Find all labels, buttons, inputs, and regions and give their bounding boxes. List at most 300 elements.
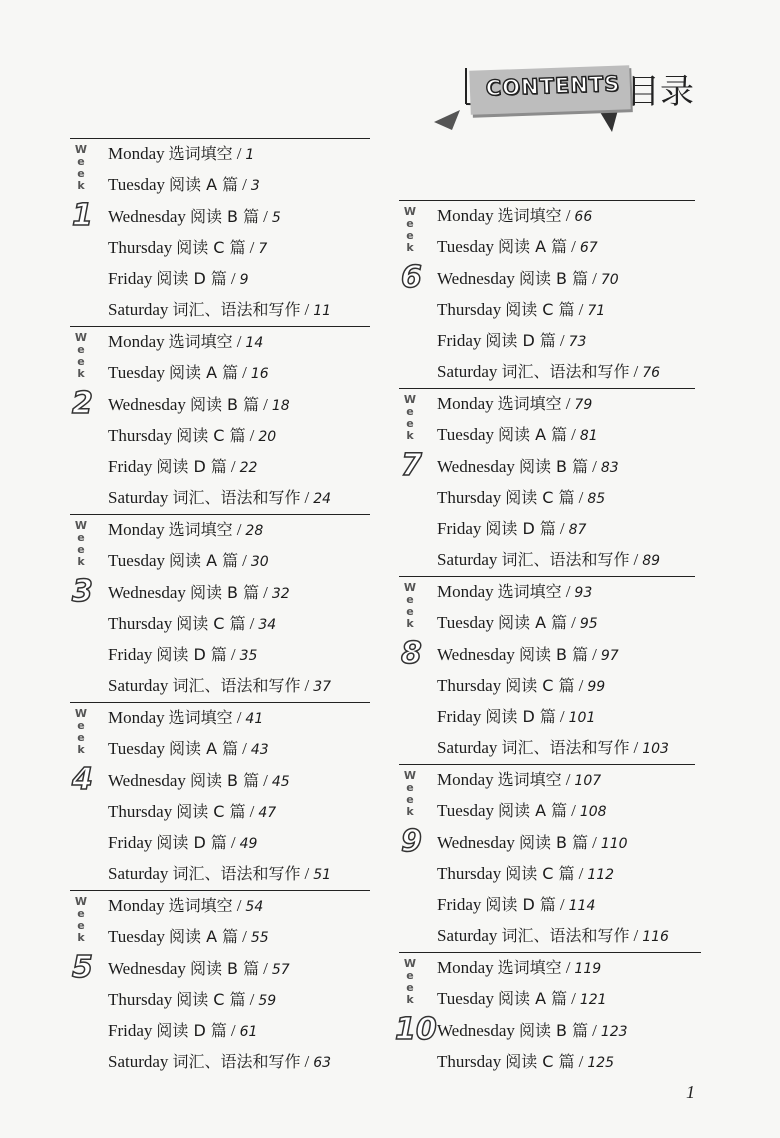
entry-day: Saturday xyxy=(108,488,169,508)
entry-page-number: 37 xyxy=(313,679,332,696)
entry-day: Thursday xyxy=(108,237,173,257)
week-entries xyxy=(437,581,669,769)
entry-topic: 选词填空 xyxy=(168,332,233,351)
entry-topic: 词汇、语法和写作 xyxy=(172,864,301,884)
entry-page-number: 32 xyxy=(271,585,290,602)
entry-page-number: 54 xyxy=(245,899,264,915)
entry-separator: / xyxy=(571,425,576,445)
entry-topic: 阅读 A 篇 xyxy=(498,425,568,445)
entry-topic: 选词填空 xyxy=(168,144,233,163)
toc-entry[interactable] xyxy=(108,801,331,832)
entry-page-number: 95 xyxy=(579,616,598,633)
entry-topic: 选词填空 xyxy=(497,958,562,977)
entry-page-number: 7 xyxy=(258,240,268,257)
entry-topic: 阅读 C 篇 xyxy=(505,487,575,507)
entry-separator: / xyxy=(592,1020,597,1040)
toc-entry[interactable] xyxy=(108,989,331,1020)
entry-page-number: 125 xyxy=(587,1054,615,1071)
toc-entry[interactable] xyxy=(437,456,660,487)
entry-separator: / xyxy=(571,237,576,257)
week-tag: W e e k xyxy=(74,143,88,192)
week-divider xyxy=(399,200,695,201)
entry-separator: / xyxy=(592,456,597,476)
entry-separator: / xyxy=(304,488,310,508)
entry-day: Saturday xyxy=(108,300,169,320)
entry-separator: / xyxy=(242,551,247,571)
entry-day: Thursday xyxy=(437,863,502,883)
week-number: 9 xyxy=(401,824,422,859)
entry-day: Saturday xyxy=(108,1052,169,1072)
entry-separator: / xyxy=(304,676,310,696)
entry-topic: 词汇、语法和写作 xyxy=(501,550,630,570)
toc-entry[interactable] xyxy=(437,1020,628,1051)
entry-day: Monday xyxy=(437,958,494,977)
entry-separator: / xyxy=(565,770,571,789)
toc-entry[interactable] xyxy=(437,706,669,737)
entry-page-number: 41 xyxy=(245,711,264,727)
entry-topic: 阅读 B 篇 xyxy=(189,770,260,790)
entry-separator: / xyxy=(559,707,565,727)
entry-day: Wednesday xyxy=(108,394,186,414)
entry-topic: 词汇、语法和写作 xyxy=(172,1052,301,1072)
entry-day: Wednesday xyxy=(437,456,515,476)
entry-topic: 阅读 A 篇 xyxy=(169,739,239,759)
entry-page-number: 70 xyxy=(600,271,619,288)
toc-entry[interactable] xyxy=(437,518,660,549)
entry-topic: 阅读 D 篇 xyxy=(485,707,556,727)
entry-topic: 阅读 B 篇 xyxy=(189,582,260,602)
entry-day: Monday xyxy=(108,896,165,915)
week-number: 3 xyxy=(72,574,93,609)
contents-label: CONTENTS xyxy=(485,71,621,101)
week-divider xyxy=(399,764,695,765)
toc-entry[interactable] xyxy=(437,644,669,675)
entry-page-number: 67 xyxy=(579,240,598,257)
entry-day: Friday xyxy=(437,895,482,915)
entry-page-number: 103 xyxy=(642,741,669,758)
week-entries xyxy=(108,143,331,331)
toc-entry[interactable] xyxy=(437,205,660,236)
entry-topic: 词汇、语法和写作 xyxy=(172,488,301,508)
toc-entry[interactable] xyxy=(437,832,669,863)
week-entries xyxy=(437,769,669,957)
entry-day: Wednesday xyxy=(437,1020,515,1040)
week-entries xyxy=(108,331,331,519)
entry-page-number: 3 xyxy=(250,178,260,195)
entry-page-number: 35 xyxy=(239,648,258,665)
entry-day: Saturday xyxy=(437,926,498,946)
toc-entry[interactable] xyxy=(437,894,669,925)
entry-page-number: 93 xyxy=(574,585,593,601)
entry-topic: 选词填空 xyxy=(168,708,233,727)
entry-separator: / xyxy=(633,550,639,570)
entry-page-number: 61 xyxy=(239,1024,258,1041)
entry-day: Friday xyxy=(108,269,153,289)
entry-topic: 阅读 C 篇 xyxy=(176,989,246,1009)
entry-page-number: 28 xyxy=(245,523,264,539)
entry-separator: / xyxy=(304,864,310,884)
entry-separator: / xyxy=(304,300,310,320)
entry-page-number: 114 xyxy=(568,898,596,915)
entry-topic: 阅读 A 篇 xyxy=(498,613,568,633)
entry-topic: 阅读 C 篇 xyxy=(176,425,246,445)
week-divider xyxy=(399,952,701,953)
entry-page-number: 71 xyxy=(587,302,606,319)
entry-separator: / xyxy=(565,582,571,601)
entry-day: Thursday xyxy=(108,801,173,821)
entry-day: Thursday xyxy=(437,675,502,695)
toc-entry[interactable] xyxy=(108,268,331,299)
toc-entry[interactable] xyxy=(108,770,331,801)
entry-separator: / xyxy=(263,206,268,226)
entry-page-number: 119 xyxy=(574,961,602,977)
week-entries xyxy=(437,957,628,1082)
toc-entry[interactable] xyxy=(108,582,331,613)
entry-topic: 阅读 C 篇 xyxy=(505,1051,575,1071)
entry-page-number: 89 xyxy=(642,553,661,570)
toc-entry[interactable] xyxy=(108,425,331,456)
week-number: 5 xyxy=(72,950,93,985)
entry-topic: 阅读 C 篇 xyxy=(176,801,246,821)
entry-separator: / xyxy=(633,926,639,946)
entry-topic: 词汇、语法和写作 xyxy=(172,300,301,320)
toc-entry[interactable] xyxy=(108,1051,331,1082)
entry-day: Saturday xyxy=(108,676,169,696)
entry-separator: / xyxy=(565,206,571,225)
entry-page-number: 97 xyxy=(600,647,619,664)
entry-page-number: 110 xyxy=(600,835,628,852)
entry-topic: 阅读 D 篇 xyxy=(156,833,227,853)
entry-day: Friday xyxy=(108,645,153,665)
entry-page-number: 87 xyxy=(568,522,587,539)
entry-separator: / xyxy=(236,144,242,163)
entry-topic: 阅读 B 篇 xyxy=(518,456,589,476)
entry-topic: 选词填空 xyxy=(497,206,562,225)
entry-day: Wednesday xyxy=(108,958,186,978)
toc-entry[interactable] xyxy=(108,331,331,362)
week-divider xyxy=(399,388,695,389)
entry-day: Saturday xyxy=(437,550,498,570)
week-divider xyxy=(70,514,370,515)
toc-entry[interactable] xyxy=(108,143,331,174)
entry-page-number: 11 xyxy=(313,303,332,320)
entry-separator: / xyxy=(230,269,236,289)
entry-page-number: 24 xyxy=(313,491,332,508)
entry-topic: 阅读 B 篇 xyxy=(518,268,589,288)
entry-topic: 阅读 D 篇 xyxy=(156,645,227,665)
entry-page-number: 18 xyxy=(271,397,290,414)
entry-day: Wednesday xyxy=(108,770,186,790)
entry-page-number: 116 xyxy=(642,929,669,946)
toc-entry[interactable] xyxy=(108,456,331,487)
week-divider xyxy=(70,890,370,891)
entry-separator: / xyxy=(571,989,576,1009)
entry-topic: 词汇、语法和写作 xyxy=(501,926,630,946)
entry-topic: 阅读 B 篇 xyxy=(189,394,260,414)
entry-page-number: 14 xyxy=(245,335,264,351)
entry-separator: / xyxy=(578,299,584,319)
week-divider xyxy=(70,138,370,139)
entry-day: Tuesday xyxy=(437,425,494,445)
entry-separator: / xyxy=(242,363,247,383)
entry-day: Thursday xyxy=(108,425,173,445)
toc-entry[interactable] xyxy=(437,268,660,299)
entry-topic: 阅读 D 篇 xyxy=(156,457,227,477)
toc-entry[interactable] xyxy=(108,926,331,957)
entry-day: Tuesday xyxy=(108,927,165,947)
toc-entry[interactable] xyxy=(108,362,331,393)
week-number: 6 xyxy=(401,260,422,295)
toc-entry[interactable] xyxy=(108,550,331,581)
entry-day: Friday xyxy=(108,833,153,853)
entry-day: Wednesday xyxy=(437,644,515,664)
entry-separator: / xyxy=(559,895,565,915)
toc-entry[interactable] xyxy=(108,1020,331,1051)
entry-topic: 阅读 D 篇 xyxy=(156,269,227,289)
entry-day: Friday xyxy=(108,457,153,477)
entry-separator: / xyxy=(242,175,247,195)
week-divider xyxy=(399,576,695,577)
entry-separator: / xyxy=(571,801,576,821)
week-tag: W e e k xyxy=(403,769,417,818)
entry-separator: / xyxy=(559,519,565,539)
entry-day: Tuesday xyxy=(108,739,165,759)
entry-topic: 阅读 A 篇 xyxy=(498,801,568,821)
entry-day: Monday xyxy=(437,394,494,413)
toc-entry[interactable] xyxy=(108,832,331,863)
entry-separator: / xyxy=(249,237,255,257)
entry-separator: / xyxy=(592,832,597,852)
toc-entry[interactable] xyxy=(437,330,660,361)
entry-day: Saturday xyxy=(437,362,498,382)
toc-entry[interactable] xyxy=(108,174,331,205)
toc-entry[interactable] xyxy=(108,519,331,550)
entry-day: Saturday xyxy=(437,738,498,758)
entry-topic: 阅读 A 篇 xyxy=(498,237,568,257)
entry-page-number: 76 xyxy=(642,365,661,382)
entry-day: Wednesday xyxy=(437,268,515,288)
week-tag: W e e k xyxy=(403,205,417,254)
entry-page-number: 51 xyxy=(313,867,332,884)
toc-entry[interactable] xyxy=(437,1051,628,1082)
week-entries xyxy=(108,707,331,895)
entry-separator: / xyxy=(236,708,242,727)
entry-page-number: 121 xyxy=(579,992,607,1009)
toc-entry[interactable] xyxy=(437,299,660,330)
week-entries xyxy=(108,895,331,1083)
entry-day: Wednesday xyxy=(108,206,186,226)
entry-topic: 词汇、语法和写作 xyxy=(172,676,301,696)
entry-day: Monday xyxy=(437,582,494,601)
entry-separator: / xyxy=(633,362,639,382)
week-number: 8 xyxy=(401,636,422,671)
entry-separator: / xyxy=(565,394,571,413)
toc-entry[interactable] xyxy=(437,236,660,267)
entry-page-number: 81 xyxy=(579,428,598,445)
entry-page-number: 73 xyxy=(568,334,587,351)
entry-topic: 阅读 C 篇 xyxy=(505,299,575,319)
toc-entry[interactable] xyxy=(437,393,660,424)
entry-topic: 选词填空 xyxy=(497,394,562,413)
week-number: 7 xyxy=(401,448,422,483)
week-number: 2 xyxy=(72,386,93,421)
entry-separator: / xyxy=(571,613,576,633)
entry-page-number: 49 xyxy=(239,836,258,853)
entry-day: Monday xyxy=(108,332,165,351)
page-number: 1 xyxy=(686,1082,695,1102)
entry-page-number: 16 xyxy=(250,366,269,383)
entry-day: Monday xyxy=(108,144,165,163)
toc-entry[interactable] xyxy=(437,863,669,894)
entry-separator: / xyxy=(249,425,255,445)
entry-day: Tuesday xyxy=(437,801,494,821)
entry-separator: / xyxy=(230,833,236,853)
toc-entry[interactable] xyxy=(108,895,331,926)
entry-separator: / xyxy=(559,331,565,351)
entry-separator: / xyxy=(263,394,268,414)
entry-topic: 阅读 C 篇 xyxy=(176,613,246,633)
entry-topic: 阅读 A 篇 xyxy=(169,927,239,947)
entry-page-number: 99 xyxy=(587,678,606,695)
entry-separator: / xyxy=(230,457,236,477)
entry-day: Thursday xyxy=(437,1051,502,1071)
entry-topic: 阅读 A 篇 xyxy=(169,175,239,195)
week-number: 1 xyxy=(72,198,93,233)
entry-separator: / xyxy=(230,645,236,665)
entry-page-number: 66 xyxy=(574,209,593,225)
entry-page-number: 45 xyxy=(271,773,290,790)
entry-topic: 阅读 B 篇 xyxy=(189,206,260,226)
entry-page-number: 59 xyxy=(258,992,277,1009)
entry-separator: / xyxy=(578,487,584,507)
entry-day: Saturday xyxy=(108,864,169,884)
entry-topic: 阅读 B 篇 xyxy=(518,644,589,664)
entry-separator: / xyxy=(578,675,584,695)
entry-separator: / xyxy=(263,582,268,602)
entry-topic: 阅读 A 篇 xyxy=(498,989,568,1009)
entry-separator: / xyxy=(236,896,242,915)
entry-separator: / xyxy=(565,958,571,977)
entry-page-number: 57 xyxy=(271,961,290,978)
entry-separator: / xyxy=(633,738,639,758)
entry-page-number: 63 xyxy=(313,1055,332,1072)
entry-topic: 阅读 A 篇 xyxy=(169,551,239,571)
toc-entry[interactable] xyxy=(108,237,331,268)
entry-page-number: 112 xyxy=(587,866,615,883)
week-tag: W e e k xyxy=(74,895,88,944)
entry-day: Tuesday xyxy=(108,363,165,383)
entry-topic: 阅读 D 篇 xyxy=(485,519,556,539)
entry-separator: / xyxy=(578,1051,584,1071)
entry-day: Tuesday xyxy=(437,989,494,1009)
week-entries xyxy=(437,393,660,581)
entry-topic: 选词填空 xyxy=(497,582,562,601)
toc-entry[interactable] xyxy=(108,644,331,675)
entry-topic: 阅读 C 篇 xyxy=(505,675,575,695)
entry-day: Friday xyxy=(108,1021,153,1041)
toc-entry[interactable] xyxy=(437,612,669,643)
contents-header xyxy=(430,60,730,140)
entry-page-number: 55 xyxy=(250,930,269,947)
toc-entry[interactable] xyxy=(437,675,669,706)
week-divider xyxy=(70,326,370,327)
entry-page-number: 123 xyxy=(600,1023,628,1040)
entry-separator: / xyxy=(249,801,255,821)
entry-day: Tuesday xyxy=(437,237,494,257)
entry-topic: 阅读 B 篇 xyxy=(189,958,260,978)
entry-topic: 阅读 A 篇 xyxy=(169,363,239,383)
entry-day: Friday xyxy=(437,707,482,727)
toc-entry[interactable] xyxy=(437,769,669,800)
week-entries xyxy=(437,205,660,393)
toc-entry[interactable] xyxy=(437,800,669,831)
entry-separator: / xyxy=(242,927,247,947)
entry-page-number: 83 xyxy=(600,459,619,476)
entry-day: Tuesday xyxy=(108,551,165,571)
toc-entry[interactable] xyxy=(437,487,660,518)
entry-day: Monday xyxy=(437,206,494,225)
entry-separator: / xyxy=(263,770,268,790)
entry-page-number: 5 xyxy=(271,209,281,226)
entry-page-number: 107 xyxy=(574,773,602,789)
entry-topic: 阅读 B 篇 xyxy=(518,1020,589,1040)
entry-topic: 词汇、语法和写作 xyxy=(501,738,630,758)
entry-day: Monday xyxy=(437,770,494,789)
week-tag: W e e k xyxy=(403,957,417,1006)
week-tag: W e e k xyxy=(74,707,88,756)
toc-entry[interactable] xyxy=(108,394,331,425)
page-title: 目录 xyxy=(626,72,694,112)
entry-topic: 阅读 D 篇 xyxy=(485,331,556,351)
entry-topic: 阅读 D 篇 xyxy=(156,1021,227,1041)
toc-entry[interactable] xyxy=(108,738,331,769)
toc-entry[interactable] xyxy=(108,206,331,237)
entry-page-number: 34 xyxy=(258,616,277,633)
toc-entry[interactable] xyxy=(437,581,669,612)
entry-topic: 阅读 D 篇 xyxy=(485,895,556,915)
entry-page-number: 9 xyxy=(239,272,249,289)
week-tag: W e e k xyxy=(74,331,88,380)
week-tag: W e e k xyxy=(403,393,417,442)
toc-entry[interactable] xyxy=(437,957,628,988)
entry-day: Thursday xyxy=(437,299,502,319)
entry-separator: / xyxy=(242,739,247,759)
toc-entry[interactable] xyxy=(108,958,331,989)
toc-entry[interactable] xyxy=(437,424,660,455)
week-tag: W e e k xyxy=(74,519,88,568)
entry-day: Monday xyxy=(108,708,165,727)
entry-day: Thursday xyxy=(108,613,173,633)
entry-separator: / xyxy=(592,268,597,288)
entry-day: Friday xyxy=(437,519,482,539)
toc-entry[interactable] xyxy=(437,988,628,1019)
entry-separator: / xyxy=(236,332,242,351)
entry-separator: / xyxy=(249,613,255,633)
entry-topic: 选词填空 xyxy=(168,520,233,539)
entry-page-number: 79 xyxy=(574,397,593,413)
week-number: 4 xyxy=(72,762,93,797)
week-entries xyxy=(108,519,331,707)
entry-separator: / xyxy=(592,644,597,664)
week-tag: W e e k xyxy=(403,581,417,630)
toc-entry[interactable] xyxy=(108,707,331,738)
entry-day: Friday xyxy=(437,331,482,351)
toc-entry[interactable] xyxy=(108,613,331,644)
entry-day: Tuesday xyxy=(437,613,494,633)
entry-topic: 选词填空 xyxy=(168,896,233,915)
entry-separator: / xyxy=(249,989,255,1009)
entry-page-number: 85 xyxy=(587,490,606,507)
